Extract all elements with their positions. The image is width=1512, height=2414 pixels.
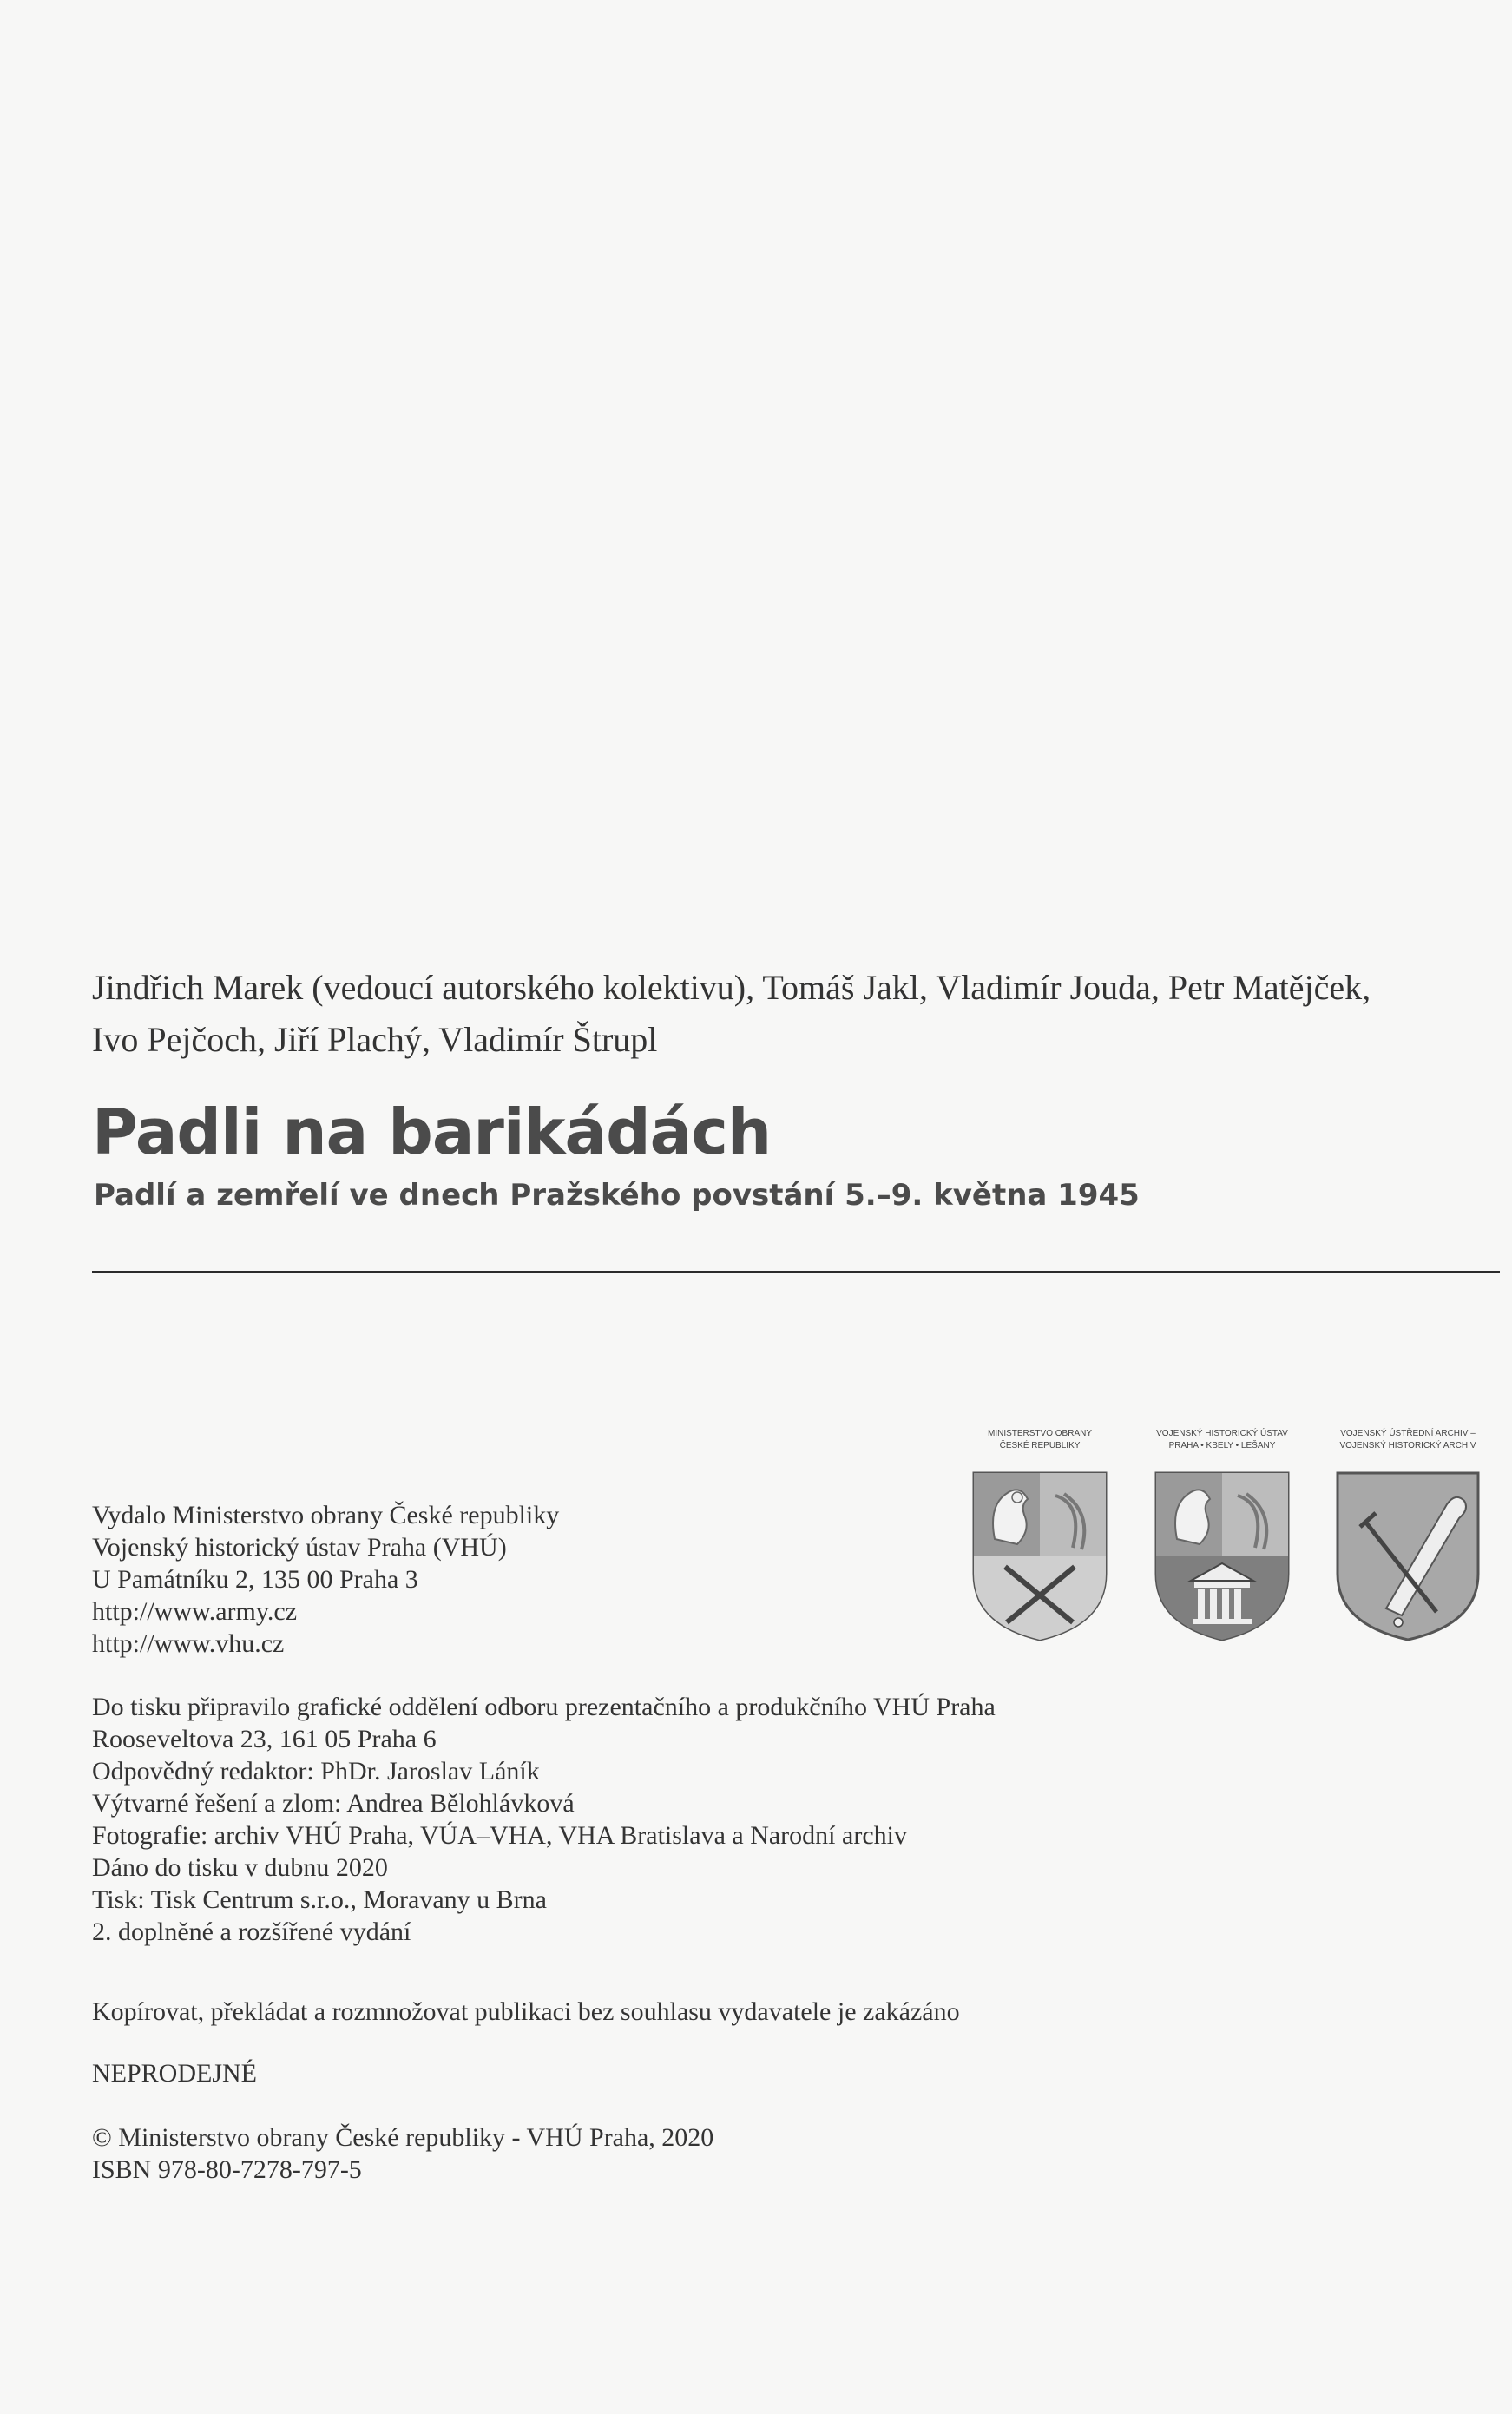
publisher-line: Vydalo Ministerstvo obrany České republiky (92, 1501, 560, 1529)
credit-line: Rooseveltova 23, 161 05 Praha 6 (92, 1725, 437, 1753)
credit-line: Do tisku připravilo grafické oddělení odboru prezentačního a produkčního VHÚ Praha (92, 1693, 996, 1721)
copyright-block (92, 2121, 713, 2186)
horizontal-rule (92, 1271, 1500, 1273)
publisher-line: Vojenský historický ústav Praha (VHÚ) (92, 1533, 507, 1562)
institute-coat-of-arms-icon (1153, 1470, 1292, 1643)
book-subtitle: Padlí a zemřelí ve dnech Pražského povstání 5.–9. května 1945 (94, 1178, 1140, 1213)
military-archive-emblem (1316, 1428, 1500, 1643)
credit-line: Tisk: Tisk Centrum s.r.o., Moravany u Brna (92, 1885, 547, 1914)
author-list (92, 962, 1446, 1066)
vhu-website-link[interactable]: http://www.vhu.cz (92, 1629, 285, 1658)
not-for-sale-label: NEPRODEJNÉ (92, 2059, 258, 2088)
credit-line: 2. doplněné a rozšířené vydání (92, 1917, 411, 1946)
credit-line: Odpovědný redaktor: PhDr. Jaroslav Láník (92, 1757, 540, 1786)
publisher-block (92, 1499, 559, 1660)
ministry-coat-of-arms-icon (970, 1470, 1109, 1643)
author-line-1: Jindřich Marek (vedoucí autorského kolektivu), Tomáš Jakl, Vladimír Jouda, Petr Matějček, (92, 968, 1371, 1007)
emblem-caption: MINISTERSTVO OBRANY ČESKÉ REPUBLIKY (987, 1429, 1092, 1450)
military-history-institute-emblem (1130, 1428, 1314, 1643)
production-credits (92, 1691, 996, 1948)
ministry-emblem (948, 1428, 1132, 1643)
book-title: Padli na barikádách (92, 1095, 772, 1168)
credit-line: Fotografie: archiv VHÚ Praha, VÚA–VHA, VHA Bratislava a Narodní archiv (92, 1821, 907, 1850)
archive-coat-of-arms-icon (1334, 1470, 1482, 1643)
copyright-line: © Ministerstvo obrany České republiky - VHÚ Praha, 2020 (92, 2123, 714, 2152)
author-line-2: Ivo Pejčoch, Jiří Plachý, Vladimír Štrupl (92, 1020, 658, 1059)
army-website-link[interactable]: http://www.army.cz (92, 1597, 298, 1626)
copying-notice: Kopírovat, překládat a rozmnožovat publikaci bez souhlasu vydavatele je zakázáno (92, 1997, 960, 2026)
publisher-line: U Památníku 2, 135 00 Praha 3 (92, 1565, 418, 1594)
isbn-line: ISBN 978-80-7278-797-5 (92, 2155, 362, 2184)
emblem-caption: VOJENSKÝ ÚSTŘEDNÍ ARCHIV – VOJENSKÝ HISTORICKÝ ARCHIV (1339, 1429, 1476, 1450)
credit-line: Výtvarné řešení a zlom: Andrea Bělohlávková (92, 1789, 575, 1818)
credit-line: Dáno do tisku v dubnu 2020 (92, 1853, 388, 1882)
emblem-caption: VOJENSKÝ HISTORICKÝ ÚSTAV PRAHA • KBELY • LEŠANY (1156, 1429, 1288, 1450)
